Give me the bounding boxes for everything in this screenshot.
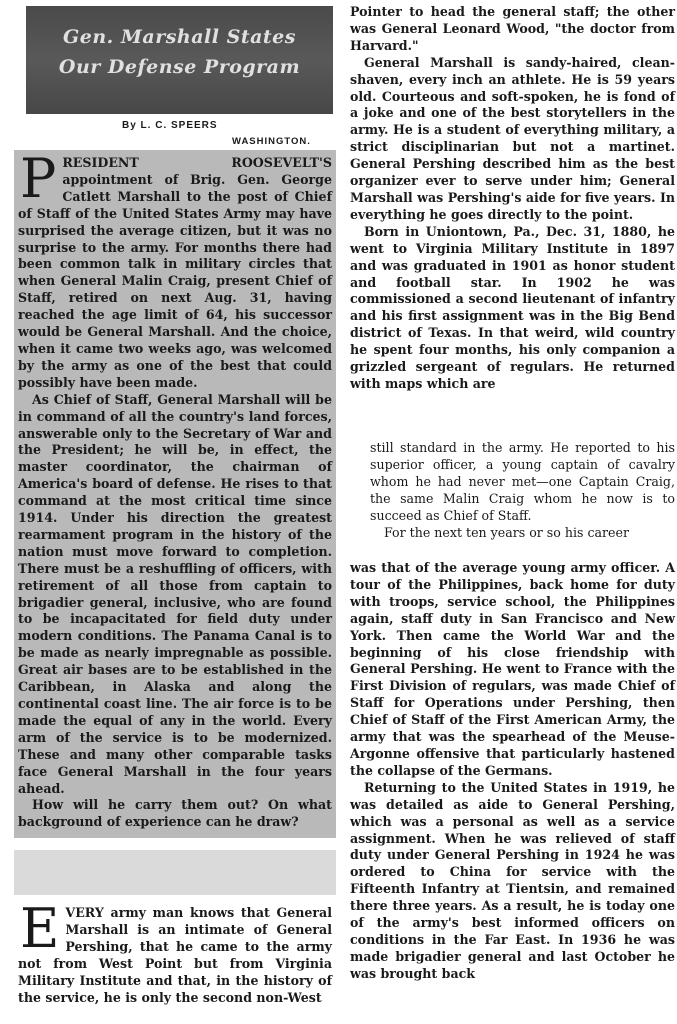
right-section-3 — [350, 560, 675, 983]
headline-line-2: Our Defense Program — [58, 56, 301, 78]
right-paragraph-5: For the next ten years or so his career — [384, 524, 629, 540]
paragraph-1-text: RESIDENT ROOSEVELT'S appointment of Brig. Gen. George Catlett Marshall to the post of Chief of Staff of the United States Army may have surprised the average citizen, but it was no surprise to the army. For months there had been common talk in military circles that when General Malin Craig, present Chief of Staff, retired on next Aug. 31, having reached the age limit of 64, his successor would be General Marshall. And the choice, when it came two weeks ago, was welcomed by the army as one of the best that could possibly have been made. — [18, 155, 332, 390]
paragraph-1 — [18, 147, 332, 392]
drop-cap-p: P — [20, 147, 57, 210]
right-paragraph-1: Pointer to head the general staff; the other was General Leonard Wood, "the doctor from Harvard." — [350, 4, 675, 53]
byline-dateline: WASHINGTON. — [232, 136, 311, 147]
right-section-1 — [350, 4, 675, 393]
right-column — [350, 0, 677, 1024]
right-paragraph-7: Returning to the United States in 1919, he was detailed as aide to General Pershing, which was a personal as well as a service assignment. When he was relieved of staff duty under General Pershing in 1924 he was ordered to China for service with the Fifteenth Infantry at Tientsin, and remained there three years. As a result, he is today one of the army's best informed officers on conditions in the Far East. In 1936 he was made brigadier general and last October he was brought back — [350, 779, 675, 981]
right-paragraph-4: still standard in the army. He reported to his superior officer, a young captain of cavalry whom he had never met—one Captain Craig, the same Malin Craig whom he now is to succeed as Chief of Staff. — [370, 440, 675, 523]
right-section-2 — [370, 440, 675, 541]
right-paragraph-3: Born in Uniontown, Pa., Dec. 31, 1880, he went to Virginia Military Institute in 1897 and was graduated in 1901 as honor student and football star. In 1902 he was commissioned a second lieutenant of infantry and his first assignment was in the Big Bend district of Texas. In that weird, wild country he spent four months, his only companion a grizzled sergeant of regulars. He returned with maps which are — [350, 223, 675, 391]
headline-line-1: Gen. Marshall States — [63, 26, 296, 48]
right-paragraph-6: was that of the average young army officer. A tour of the Philippines, back home for duty with troops, service school, the Philippines again, staff duty in San Francisco and New York. Then came the World War and the beginning of his close friendship with General Pershing. He went to France with the First Division of regulars, was made Chief of Staff for Operations under Pershing, then Chief of Staff of the First American Army, the army that was the spearhead of the Meuse-Argonne offensive that particularly hastened the collapse of the Germans. — [350, 560, 675, 778]
left-article-section-1 — [18, 147, 332, 831]
light-text-block — [14, 850, 336, 895]
paragraph-2: As Chief of Staff, General Marshall will be in command of all the country's land forces, answerable only to the Secretary of War and the President; he will be, in effect, the master coordinator, the chairman of America's board of defense. He rises to that command at the most critical time since 1914. Under his direction the greatest rearmament program in the history of the nation must move forward to completion. There must be a reshuffling of officers, with retirement of all those from captain to brigadier general, inclusive, who are found to be incapacitated for field duty under modern conditions. The Panama Canal is to be made as nearly impregnable as possible. Great air bases are to be established in the Caribbean, in Alaska and along the continental coast line. The air force is to be made the equal of any in the world. Every arm of the service is to be modernized. These and many other comparable tasks face General Marshall in the four years ahead. — [18, 391, 332, 796]
paragraph-4 — [18, 897, 332, 1006]
left-article-section-2 — [18, 897, 332, 1006]
paragraph-4-text: VERY army man knows that General Marshall is an intimate of General Pershing, that he came to the army not from West Point but from Virginia Military Institute and that, in the history of the service, he is only the second non-West — [18, 905, 332, 1005]
drop-cap-e: E — [20, 897, 60, 960]
right-paragraph-2: General Marshall is sandy-haired, clean-shaven, every inch an athlete. He is 59 years old. Courteous and soft-spoken, he is fond of a joke and one of the best storytellers in the army. He is a student of everything military, a strict disciplinarian but not a martinet. General Pershing described him as the best organizer ever to serve under him; General Marshall was Pershing's aide for five years. In everything he goes directly to the point. — [350, 54, 675, 222]
headline — [26, 22, 333, 82]
left-column — [0, 0, 338, 1024]
paragraph-3: How will he carry them out? On what background of experience can he draw? — [18, 797, 332, 830]
byline-author: By L. C. SPEERS — [122, 120, 218, 131]
headline-box — [26, 6, 333, 114]
